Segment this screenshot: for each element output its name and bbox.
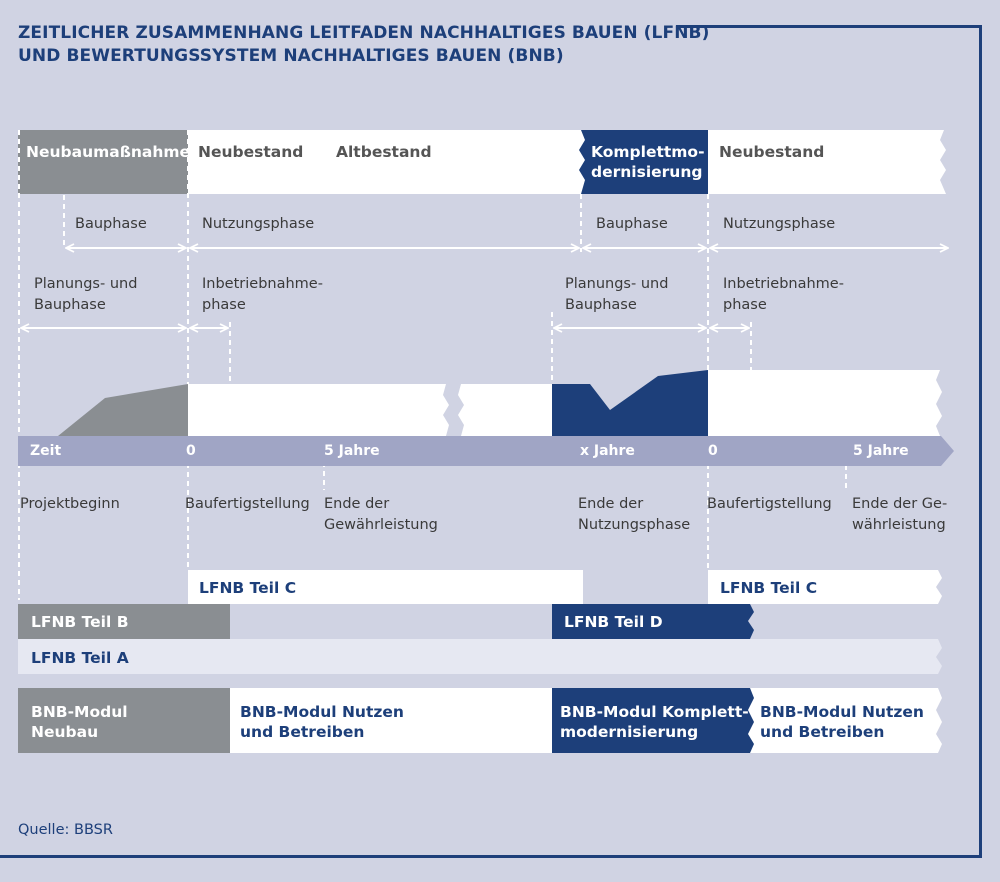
neubaumassnahme-label: Neubaumaßnahme bbox=[26, 143, 191, 161]
top-band-white bbox=[188, 130, 946, 194]
nutzungsphase-label-2: Nutzungsphase bbox=[723, 216, 836, 232]
bnb-komplett-label-2: modernisierung bbox=[560, 723, 699, 741]
timeline-t5-a: 5 Jahre bbox=[324, 443, 380, 459]
inbetrieb-label-1a: Inbetriebnahme- bbox=[202, 276, 323, 292]
neubestand-label-1: Neubestand bbox=[198, 143, 304, 161]
timeline-tx: x Jahre bbox=[580, 443, 635, 459]
planung-label-2a: Planungs- und bbox=[565, 276, 669, 292]
top-band bbox=[18, 130, 946, 194]
bnb-neubau-label-1: BNB-Modul bbox=[31, 703, 128, 721]
profile-neubau bbox=[58, 384, 188, 436]
bnb-nutzen-label-2a: BNB-Modul Nutzen bbox=[760, 703, 924, 721]
profile-komplett bbox=[552, 370, 708, 436]
lfnb-teil-c-label-1: LFNB Teil C bbox=[199, 579, 297, 597]
timeline-t0-b: 0 bbox=[708, 443, 718, 459]
komplett-label-1: Komplettmo- bbox=[591, 143, 705, 161]
milestone-baufertig-1: Baufertigstellung bbox=[185, 496, 310, 512]
lfnb-teil-b-label: LFNB Teil B bbox=[31, 613, 129, 631]
milestone-nutzungsende-a: Ende der bbox=[578, 496, 644, 512]
inbetrieb-label-2b: phase bbox=[723, 297, 767, 313]
planung-label-1a: Planungs- und bbox=[34, 276, 138, 292]
bnb-komplett-label-1: BNB-Modul Komplett- bbox=[560, 703, 749, 721]
neubaumassnahme-block bbox=[18, 130, 191, 194]
bnb-nutzen-label-2b: und Betreiben bbox=[760, 723, 885, 741]
milestone-gewaehr-1a: Ende der bbox=[324, 496, 390, 512]
timeline-bar bbox=[18, 436, 954, 466]
title-line-2: UND BEWERTUNGSSYSTEM NACHHALTIGES BAUEN (BNB) bbox=[18, 46, 564, 66]
neubestand-label-2: Neubestand bbox=[719, 143, 825, 161]
lfnb-teil-c-label-2: LFNB Teil C bbox=[720, 579, 818, 597]
timeline-zeit: Zeit bbox=[30, 443, 62, 459]
bnb-neubau-label-2: Neubau bbox=[31, 723, 99, 741]
lfnb-teil-a-label: LFNB Teil A bbox=[31, 649, 129, 667]
milestone-nutzungsende-b: Nutzungsphase bbox=[578, 517, 691, 533]
bauphase-label-2: Bauphase bbox=[596, 216, 668, 232]
profile-white-3 bbox=[708, 370, 942, 436]
bnb-nutzen-label-1a: BNB-Modul Nutzen bbox=[240, 703, 404, 721]
planung-label-2b: Bauphase bbox=[565, 297, 637, 313]
komplett-label-2: dernisierung bbox=[591, 163, 703, 181]
altbestand-label: Altbestand bbox=[336, 143, 432, 161]
milestone-gewaehr-2b: währleistung bbox=[852, 517, 946, 533]
milestone-baufertig-2: Baufertigstellung bbox=[707, 496, 832, 512]
lfnb-teil-a-bar bbox=[18, 639, 942, 674]
profile-white-2 bbox=[458, 384, 552, 436]
milestone-projektbeginn: Projektbeginn bbox=[20, 496, 120, 512]
profile-white-1 bbox=[188, 384, 449, 436]
inbetrieb-label-1b: phase bbox=[202, 297, 246, 313]
performance-profile bbox=[58, 370, 942, 436]
source-note: Quelle: BBSR bbox=[18, 822, 113, 838]
bnb-nutzen-label-1b: und Betreiben bbox=[240, 723, 365, 741]
planung-label-1b: Bauphase bbox=[34, 297, 106, 313]
timeline-t5-b: 5 Jahre bbox=[853, 443, 909, 459]
lfnb-teil-d-label: LFNB Teil D bbox=[564, 613, 663, 631]
title-line-1: ZEITLICHER ZUSAMMENHANG LEITFADEN NACHHALTIGES BAUEN (LFNB) bbox=[18, 23, 710, 43]
nutzungsphase-label-1: Nutzungsphase bbox=[202, 216, 315, 232]
inbetrieb-label-2a: Inbetriebnahme- bbox=[723, 276, 844, 292]
timeline-t0-a: 0 bbox=[186, 443, 196, 459]
bauphase-label-1: Bauphase bbox=[75, 216, 147, 232]
milestone-gewaehr-1b: Gewährleistung bbox=[324, 517, 438, 533]
milestone-gewaehr-2a: Ende der Ge- bbox=[852, 496, 948, 512]
